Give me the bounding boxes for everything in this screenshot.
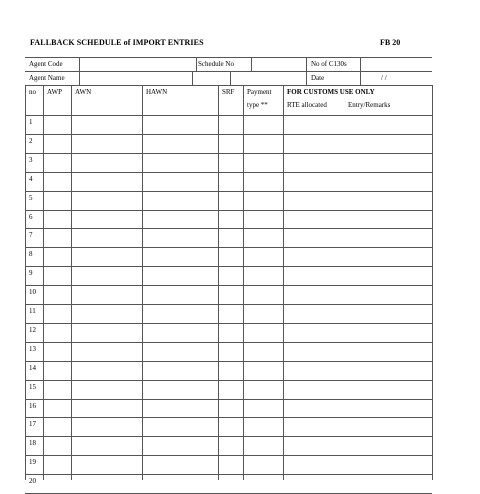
table-cell[interactable]	[44, 456, 71, 474]
table-cell[interactable]	[44, 475, 71, 493]
table-cell[interactable]	[219, 437, 243, 455]
table-cell[interactable]	[44, 343, 71, 361]
table-cell[interactable]	[72, 229, 142, 247]
table-cell[interactable]	[284, 248, 432, 266]
table-cell[interactable]	[143, 154, 218, 172]
form-number: FB 20	[380, 38, 401, 47]
table-cell[interactable]	[244, 248, 283, 266]
row-number: 1	[29, 118, 33, 126]
col-awp-header: AWP	[47, 88, 62, 96]
row-number: 20	[29, 477, 36, 486]
table-cell[interactable]	[284, 229, 432, 247]
info-row1-divider	[306, 57, 307, 71]
col-srf-header: SRF	[222, 88, 235, 96]
row-number: 2	[29, 136, 33, 145]
col-rte-header: RTE allocated	[287, 101, 327, 109]
table-cell[interactable]	[143, 400, 218, 418]
table-cell[interactable]	[143, 362, 218, 380]
table-cell[interactable]	[219, 154, 243, 172]
table-cell[interactable]	[244, 437, 283, 455]
table-cell[interactable]	[44, 400, 71, 418]
table-cell[interactable]	[244, 475, 283, 493]
table-cell[interactable]	[219, 173, 243, 191]
table-cell[interactable]	[284, 437, 432, 455]
table-cell[interactable]	[143, 305, 218, 323]
table-cell[interactable]	[284, 267, 432, 285]
table-cell[interactable]	[143, 211, 218, 229]
col-payment-header: Payment	[247, 88, 272, 96]
no-of-c130s-field[interactable]	[361, 57, 431, 71]
table-cell[interactable]	[284, 475, 432, 493]
table-cell[interactable]	[72, 248, 142, 266]
agent-name-field[interactable]	[80, 71, 191, 85]
table-cell[interactable]	[219, 135, 243, 153]
table-cell[interactable]	[72, 211, 142, 229]
table-cell[interactable]	[219, 305, 243, 323]
table-cell[interactable]	[244, 456, 283, 474]
row-number: 3	[29, 155, 33, 164]
table-cell[interactable]	[143, 229, 218, 247]
schedule-no-label: Schedule No	[198, 60, 234, 68]
table-cell[interactable]	[44, 362, 71, 380]
table-cell[interactable]	[72, 362, 142, 380]
info-row2-divider	[306, 71, 307, 85]
col-payment-type-header: type **	[247, 101, 268, 109]
table-cell[interactable]	[143, 267, 218, 285]
table-cell[interactable]	[143, 116, 218, 134]
table-cell[interactable]	[284, 116, 432, 134]
table-cell[interactable]	[72, 286, 142, 304]
table-cell[interactable]	[44, 154, 71, 172]
table-cell[interactable]	[44, 135, 71, 153]
row-number: 6	[29, 212, 33, 221]
table-cell[interactable]	[143, 192, 218, 210]
no-of-c130s-label: No of C130s	[311, 60, 347, 68]
col-no-header: no	[29, 88, 36, 96]
table-cell[interactable]	[72, 475, 142, 493]
table-cell[interactable]	[72, 135, 142, 153]
table-cell[interactable]	[44, 267, 71, 285]
table-cell[interactable]	[284, 173, 432, 191]
info-row2-divider	[230, 71, 231, 85]
table-cell[interactable]	[44, 418, 71, 436]
form-title: FALLBACK SCHEDULE of IMPORT ENTRIES	[30, 38, 204, 47]
table-cell[interactable]	[284, 135, 432, 153]
table-cell[interactable]	[219, 324, 243, 342]
table-cell[interactable]	[44, 229, 71, 247]
table-cell[interactable]	[244, 286, 283, 304]
table-cell[interactable]	[284, 286, 432, 304]
table-cell[interactable]	[219, 229, 243, 247]
column-divider	[432, 85, 433, 480]
table-cell[interactable]	[244, 173, 283, 191]
row-number: 10	[29, 288, 36, 297]
table-cell[interactable]	[143, 456, 218, 474]
row-number: 5	[29, 193, 33, 202]
table-cell[interactable]	[72, 192, 142, 210]
table-cell[interactable]	[143, 437, 218, 455]
table-cell[interactable]	[143, 286, 218, 304]
column-divider	[25, 85, 26, 480]
table-cell[interactable]	[44, 286, 71, 304]
table-cell[interactable]	[244, 381, 283, 399]
table-cell[interactable]	[244, 116, 283, 134]
table-cell[interactable]	[219, 400, 243, 418]
table-cell[interactable]	[244, 135, 283, 153]
table-cell[interactable]	[143, 475, 218, 493]
row-number: 14	[29, 363, 36, 372]
table-cell[interactable]	[244, 192, 283, 210]
row-number: 13	[29, 344, 36, 353]
table-cell[interactable]	[72, 154, 142, 172]
date-field[interactable]	[361, 71, 431, 85]
info-row2-divider	[192, 71, 193, 85]
table-cell[interactable]	[72, 437, 142, 455]
table-cell[interactable]	[72, 343, 142, 361]
table-cell[interactable]	[219, 475, 243, 493]
table-cell[interactable]	[284, 154, 432, 172]
table-cell[interactable]	[219, 267, 243, 285]
table-cell[interactable]	[72, 381, 142, 399]
table-cell[interactable]	[44, 437, 71, 455]
row-number: 7	[29, 231, 33, 240]
table-cell[interactable]	[219, 362, 243, 380]
row-number: 12	[29, 325, 36, 334]
table-cell[interactable]	[284, 418, 432, 436]
table-cell[interactable]	[244, 343, 283, 361]
table-cell[interactable]	[44, 381, 71, 399]
table-cell[interactable]	[284, 456, 432, 474]
table-cell[interactable]	[284, 343, 432, 361]
table-cell[interactable]	[284, 381, 432, 399]
table-cell[interactable]	[219, 248, 243, 266]
table-cell[interactable]	[72, 400, 142, 418]
table-cell[interactable]	[284, 362, 432, 380]
agent-code-label: Agent Code	[29, 60, 63, 68]
info-bottom	[25, 85, 432, 86]
table-cell[interactable]	[244, 154, 283, 172]
table-cell[interactable]	[219, 418, 243, 436]
table-cell[interactable]	[143, 343, 218, 361]
table-cell[interactable]	[72, 456, 142, 474]
table-cell[interactable]	[284, 324, 432, 342]
table-cell[interactable]	[143, 324, 218, 342]
table-cell[interactable]	[244, 305, 283, 323]
col-hawn-header: HAWN	[146, 88, 168, 96]
table-cell[interactable]	[143, 135, 218, 153]
table-cell[interactable]	[284, 400, 432, 418]
customs-use-header: FOR CUSTOMS USE ONLY	[287, 88, 375, 96]
table-cell[interactable]	[44, 324, 71, 342]
table-cell[interactable]	[44, 305, 71, 323]
table-cell[interactable]	[284, 211, 432, 229]
table-cell[interactable]	[72, 267, 142, 285]
info-row1-divider	[196, 57, 197, 71]
table-cell[interactable]	[44, 192, 71, 210]
table-cell[interactable]	[143, 418, 218, 436]
agent-name-label: Agent Name	[29, 74, 65, 82]
table-cell[interactable]	[72, 324, 142, 342]
row-number: 8	[29, 250, 33, 259]
table-cell[interactable]	[143, 173, 218, 191]
table-cell[interactable]	[143, 381, 218, 399]
table-cell[interactable]	[219, 381, 243, 399]
row-number: 15	[29, 382, 36, 391]
table-cell[interactable]	[244, 229, 283, 247]
row-number: 18	[29, 439, 36, 448]
col-awn-header: AWN	[75, 88, 92, 96]
row-number: 16	[29, 401, 36, 410]
agent-code-field[interactable]	[80, 57, 195, 71]
row-number: 17	[29, 420, 36, 429]
table-cell[interactable]	[44, 173, 71, 191]
table-cell[interactable]	[244, 400, 283, 418]
table-cell[interactable]	[219, 211, 243, 229]
table-cell[interactable]	[143, 248, 218, 266]
table-cell[interactable]	[72, 116, 142, 134]
row-number: 19	[29, 458, 36, 467]
table-cell[interactable]	[284, 192, 432, 210]
table-cell[interactable]	[72, 173, 142, 191]
table-cell[interactable]	[219, 343, 243, 361]
schedule-no-field[interactable]	[252, 57, 305, 71]
table-cell[interactable]	[44, 116, 71, 134]
date-label: Date	[311, 74, 325, 82]
table-cell[interactable]	[72, 305, 142, 323]
table-cell[interactable]	[219, 116, 243, 134]
table-cell[interactable]	[244, 362, 283, 380]
row-number: 11	[29, 307, 36, 315]
col-entry-header: Entry/Remarks	[348, 101, 391, 109]
table-cell[interactable]	[44, 211, 71, 229]
table-cell[interactable]	[44, 248, 71, 266]
table-cell[interactable]	[244, 418, 283, 436]
table-cell[interactable]	[219, 192, 243, 210]
row-number: 4	[29, 174, 33, 183]
table-cell[interactable]	[219, 286, 243, 304]
table-cell[interactable]	[244, 211, 283, 229]
date-placeholder: / /	[381, 74, 387, 82]
table-cell[interactable]	[244, 267, 283, 285]
row-number: 9	[29, 269, 33, 278]
table-cell[interactable]	[219, 456, 243, 474]
table-cell[interactable]	[244, 324, 283, 342]
table-cell[interactable]	[284, 305, 432, 323]
table-cell[interactable]	[72, 418, 142, 436]
